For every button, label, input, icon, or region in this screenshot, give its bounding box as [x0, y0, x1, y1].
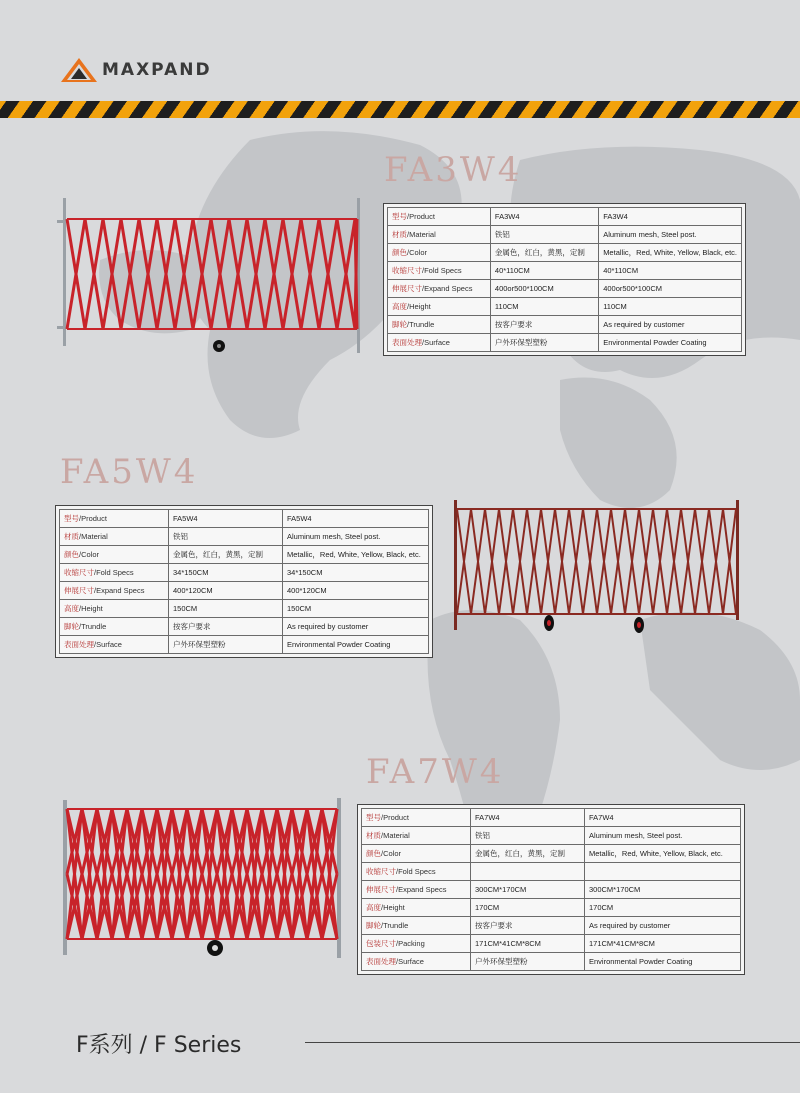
spec-label-en: /Color: [79, 550, 100, 559]
footer-divider: [305, 1042, 800, 1043]
spec-value-cn: 40*110CM: [490, 262, 598, 280]
spec-row: [362, 953, 741, 971]
spec-label: [388, 262, 491, 280]
spec-label-cn: 高度: [366, 903, 381, 912]
gate-image-fa5w4: [448, 498, 748, 638]
product-title-fa3w4: FA3W4: [384, 150, 523, 190]
spec-value-en: 110CM: [599, 298, 742, 316]
spec-value-cn: 按客户要求: [490, 316, 598, 334]
spec-label-en: /Fold Specs: [94, 568, 134, 577]
spec-label: [362, 845, 471, 863]
spec-label-en: /Product: [381, 813, 409, 822]
spec-label-en: /Expand Specs: [396, 885, 447, 894]
spec-label-cn: 型号: [366, 813, 381, 822]
spec-label-cn: 伸展尺寸: [366, 885, 396, 894]
spec-label: [362, 935, 471, 953]
spec-label-en: /Height: [381, 903, 405, 912]
spec-label: [362, 881, 471, 899]
spec-row: [388, 208, 742, 226]
gate-image-fa7w4: [55, 798, 350, 963]
spec-value-en: [585, 863, 741, 881]
spec-label-cn: 颜色: [392, 248, 407, 257]
gate-image-fa3w4: [55, 198, 375, 358]
spec-row: [388, 244, 742, 262]
spec-value-en: FA7W4: [585, 809, 741, 827]
series-footer: F系列 / F Series: [76, 1033, 242, 1058]
spec-value-cn: 铁铝: [471, 827, 585, 845]
spec-value-cn: 110CM: [490, 298, 598, 316]
spec-label-en: /Trundle: [407, 320, 435, 329]
product-title-fa7w4: FA7W4: [366, 752, 505, 792]
spec-label-cn: 表面处理: [64, 640, 94, 649]
triangle-logo-icon: [60, 56, 98, 84]
spec-label-cn: 包装尺寸: [366, 939, 396, 948]
spec-value-en: 34*150CM: [283, 564, 429, 582]
spec-label: [362, 953, 471, 971]
spec-row: [362, 935, 741, 953]
product-title-fa5w4: FA5W4: [60, 452, 199, 492]
spec-row: [362, 827, 741, 845]
spec-label-cn: 型号: [64, 514, 79, 523]
spec-label: [362, 809, 471, 827]
spec-label-en: /Expand Specs: [94, 586, 145, 595]
spec-value-en: 40*110CM: [599, 262, 742, 280]
spec-value-en: 150CM: [283, 600, 429, 618]
spec-label-en: /Surface: [396, 957, 424, 966]
gate-post: [736, 500, 739, 620]
spec-value-en: Environmental Powder Coating: [599, 334, 742, 352]
spec-label: [362, 827, 471, 845]
spec-row: [362, 809, 741, 827]
spec-row: [60, 618, 429, 636]
spec-label-en: /Trundle: [79, 622, 107, 631]
spec-row: [60, 636, 429, 654]
spec-label-cn: 型号: [392, 212, 407, 221]
spec-label: [60, 618, 169, 636]
spec-value-en: As required by customer: [599, 316, 742, 334]
spec-value-en: 170CM: [585, 899, 741, 917]
spec-value-cn: 金属色，红白，黄黑，定制: [471, 845, 585, 863]
spec-value-cn: 34*150CM: [169, 564, 283, 582]
spec-label: [388, 208, 491, 226]
spec-value-cn: 户外环保型塑粉: [169, 636, 283, 654]
spec-label-en: /Material: [407, 230, 436, 239]
spec-label-cn: 材质: [64, 532, 79, 541]
spec-row: [60, 528, 429, 546]
spec-label: [60, 636, 169, 654]
spec-value-en: Aluminum mesh, Steel post.: [585, 827, 741, 845]
gate-lattice: [457, 509, 736, 614]
spec-value-cn: 按客户要求: [471, 917, 585, 935]
spec-value-cn: 金属色，红白，黄黑，定制: [169, 546, 283, 564]
spec-label-en: /Fold Specs: [422, 266, 462, 275]
spec-value-cn: 170CM: [471, 899, 585, 917]
spec-label-cn: 颜色: [64, 550, 79, 559]
spec-row: [60, 582, 429, 600]
spec-label-cn: 脚轮: [392, 320, 407, 329]
spec-value-en: 171CM*41CM*8CM: [585, 935, 741, 953]
spec-label-en: /Product: [407, 212, 435, 221]
spec-label: [388, 298, 491, 316]
spec-value-cn: 171CM*41CM*8CM: [471, 935, 585, 953]
spec-label: [60, 546, 169, 564]
spec-label: [388, 334, 491, 352]
spec-table-fa5w4: [55, 505, 433, 658]
spec-row: [362, 881, 741, 899]
spec-row: [388, 280, 742, 298]
spec-value-cn: 150CM: [169, 600, 283, 618]
spec-label: [60, 564, 169, 582]
spec-label-cn: 颜色: [366, 849, 381, 858]
spec-label-cn: 材质: [392, 230, 407, 239]
spec-label-cn: 收缩尺寸: [64, 568, 94, 577]
spec-value-en: FA5W4: [283, 510, 429, 528]
spec-label-en: /Color: [407, 248, 428, 257]
spec-value-cn: 400*120CM: [169, 582, 283, 600]
spec-label-en: /Height: [407, 302, 431, 311]
spec-value-cn: FA3W4: [490, 208, 598, 226]
spec-value-cn: 按客户要求: [169, 618, 283, 636]
spec-table-fa7w4: [357, 804, 745, 975]
spec-value-en: Environmental Powder Coating: [283, 636, 429, 654]
spec-value-en: Metallic，Red, White, Yellow, Black, etc.: [283, 546, 429, 564]
spec-label-en: /Color: [381, 849, 402, 858]
spec-row: [388, 262, 742, 280]
spec-value-cn: FA5W4: [169, 510, 283, 528]
spec-label-cn: 收缩尺寸: [366, 867, 396, 876]
spec-row: [60, 546, 429, 564]
spec-label-cn: 高度: [392, 302, 407, 311]
hazard-stripe-divider: [0, 101, 800, 118]
spec-label: [60, 582, 169, 600]
spec-label-en: /Fold Specs: [396, 867, 436, 876]
spec-label-en: /Material: [381, 831, 410, 840]
spec-label-en: /Surface: [94, 640, 122, 649]
spec-label-en: /Surface: [422, 338, 450, 347]
spec-label-en: /Material: [79, 532, 108, 541]
spec-table-fa3w4: [383, 203, 746, 356]
gate-lattice: [67, 219, 357, 329]
spec-label-cn: 脚轮: [366, 921, 381, 930]
spec-label-en: /Packing: [396, 939, 425, 948]
spec-value-en: As required by customer: [585, 917, 741, 935]
spec-value-en: As required by customer: [283, 618, 429, 636]
spec-label: [60, 600, 169, 618]
spec-label-en: /Expand Specs: [422, 284, 473, 293]
spec-label-cn: 材质: [366, 831, 381, 840]
spec-value-en: FA3W4: [599, 208, 742, 226]
spec-row: [60, 510, 429, 528]
spec-row: [388, 226, 742, 244]
spec-row: [388, 298, 742, 316]
spec-value-en: Aluminum mesh, Steel post.: [599, 226, 742, 244]
spec-row: [60, 600, 429, 618]
spec-value-cn: 300CM*170CM: [471, 881, 585, 899]
spec-value-cn: 铁铝: [169, 528, 283, 546]
spec-label-en: /Product: [79, 514, 107, 523]
spec-row: [362, 899, 741, 917]
spec-value-en: 300CM*170CM: [585, 881, 741, 899]
spec-value-en: Metallic，Red, White, Yellow, Black, etc.: [585, 845, 741, 863]
spec-value-en: Aluminum mesh, Steel post.: [283, 528, 429, 546]
spec-label-cn: 收缩尺寸: [392, 266, 422, 275]
spec-label: [388, 226, 491, 244]
brand-name: MAXPAND: [102, 60, 212, 80]
spec-value-en: 400or500*100CM: [599, 280, 742, 298]
spec-label: [362, 863, 471, 881]
spec-value-cn: FA7W4: [471, 809, 585, 827]
spec-label: [60, 528, 169, 546]
spec-value-cn: 户外环保型塑粉: [490, 334, 598, 352]
spec-label-cn: 脚轮: [64, 622, 79, 631]
brand-logo: [60, 56, 212, 84]
spec-row: [388, 316, 742, 334]
spec-value-cn: [471, 863, 585, 881]
spec-row: [388, 334, 742, 352]
spec-label-cn: 伸展尺寸: [64, 586, 94, 595]
spec-value-cn: 铁铝: [490, 226, 598, 244]
spec-value-cn: 户外环保型塑粉: [471, 953, 585, 971]
spec-label: [388, 280, 491, 298]
spec-row: [362, 845, 741, 863]
spec-row: [60, 564, 429, 582]
spec-value-en: Metallic，Red, White, Yellow, Black, etc.: [599, 244, 742, 262]
spec-row: [362, 917, 741, 935]
spec-value-en: 400*120CM: [283, 582, 429, 600]
spec-value-en: Environmental Powder Coating: [585, 953, 741, 971]
spec-label: [388, 244, 491, 262]
spec-label-cn: 表面处理: [392, 338, 422, 347]
spec-label-en: /Trundle: [381, 921, 409, 930]
spec-label-cn: 表面处理: [366, 957, 396, 966]
spec-row: [362, 863, 741, 881]
spec-label: [362, 899, 471, 917]
spec-label: [60, 510, 169, 528]
spec-value-cn: 金属色，红白，黄黑，定制: [490, 244, 598, 262]
spec-label-cn: 高度: [64, 604, 79, 613]
spec-label-cn: 伸展尺寸: [392, 284, 422, 293]
spec-label: [362, 917, 471, 935]
spec-value-cn: 400or500*100CM: [490, 280, 598, 298]
spec-label: [388, 316, 491, 334]
spec-label-en: /Height: [79, 604, 103, 613]
